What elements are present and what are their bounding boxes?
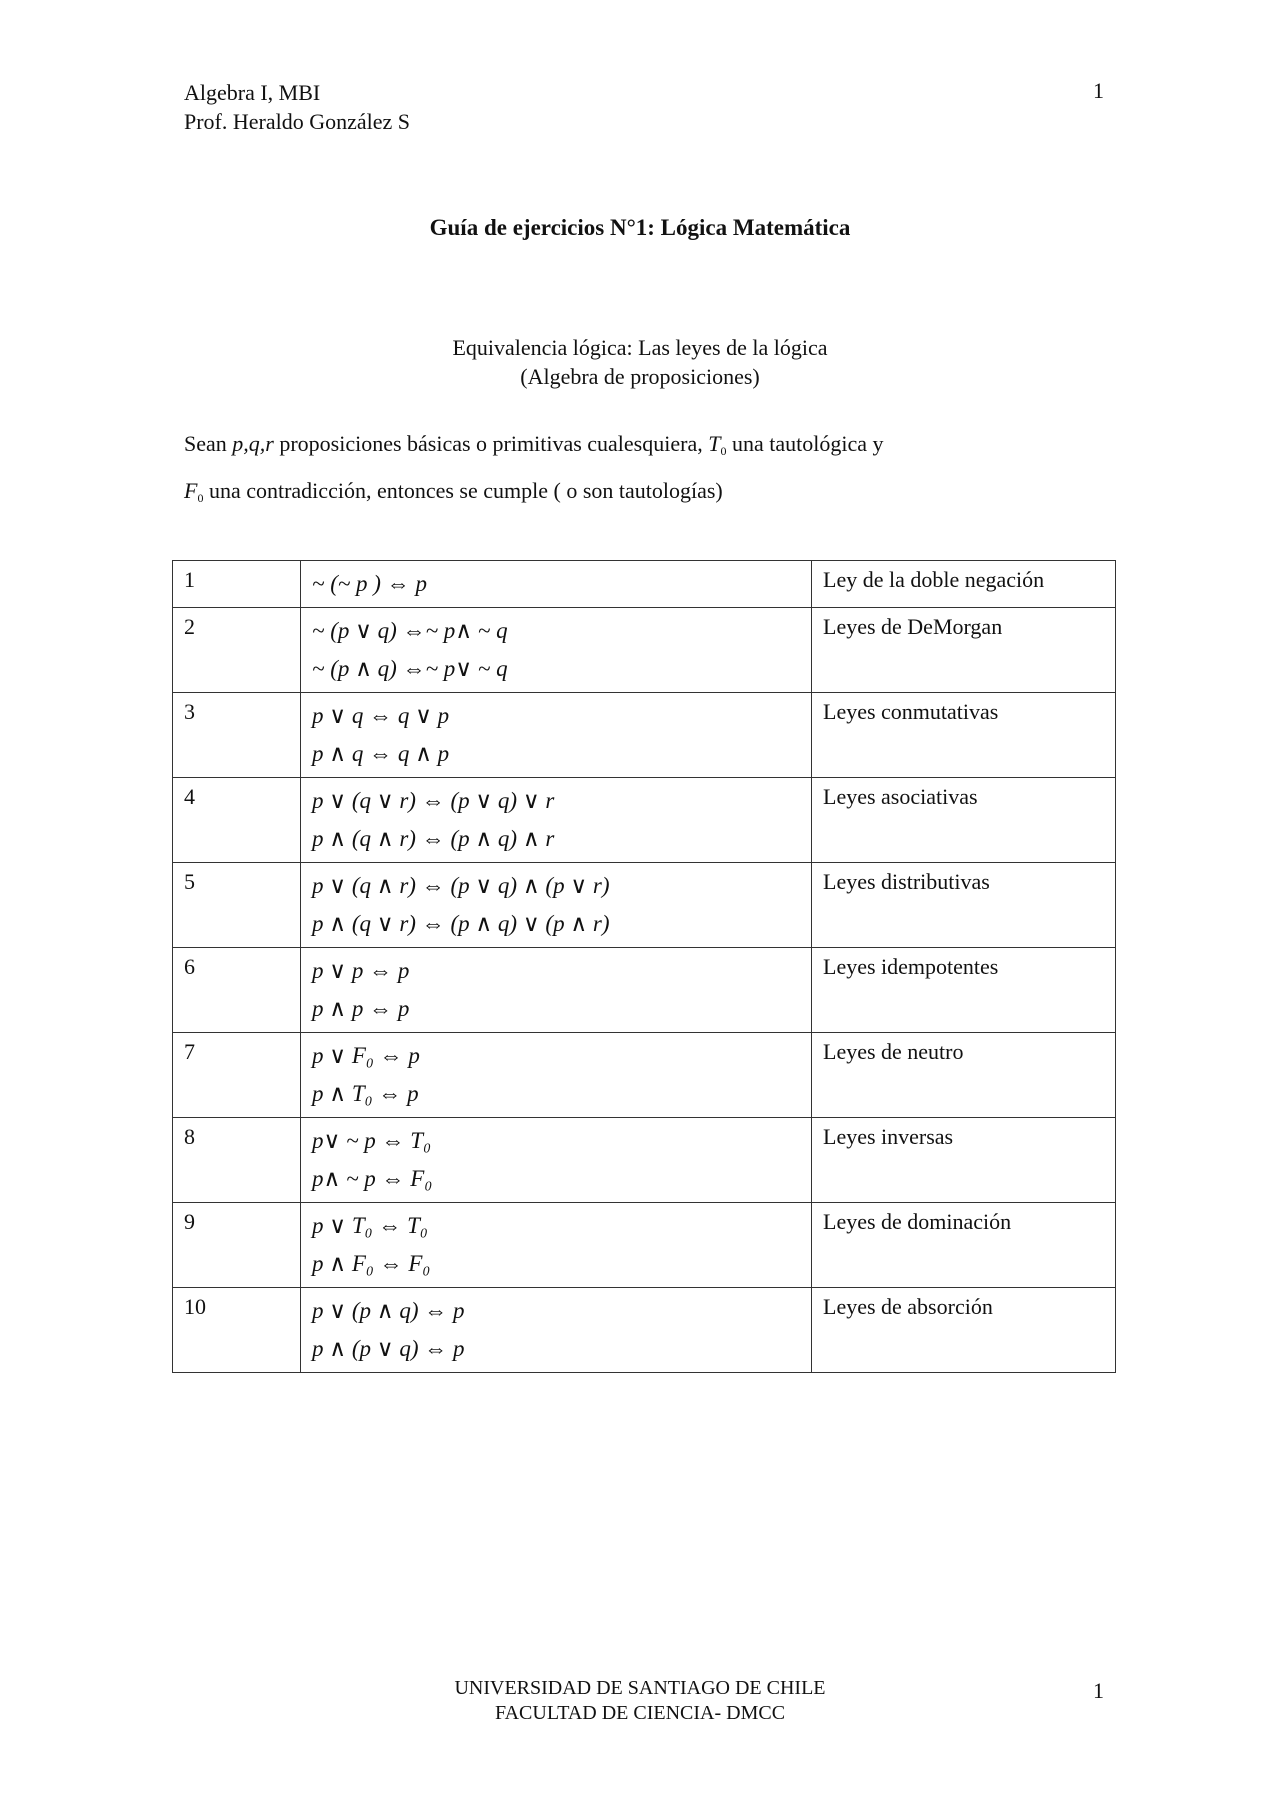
subtitle-line-1: Equivalencia lógica: Las leyes de la lógica [452,335,828,360]
law-formula: p ∨ q ⇔ q ∨ p [312,703,450,728]
law-name: Leyes de DeMorgan [812,608,1116,693]
logic-laws-table-body [173,561,1116,1373]
law-number: 2 [173,608,301,693]
law-formula: p ∧ (p ∨ q) ⇔ p [312,1336,465,1361]
law-name: Leyes inversas [812,1118,1116,1203]
tautology-symbol: T [708,431,721,456]
law-name: Leyes de dominación [812,1203,1116,1288]
law-formula: p ∨ (p ∧ q) ⇔ p [312,1298,465,1323]
tautology-subscript: 0 [720,444,727,458]
page-header [184,78,410,136]
law-name: Leyes de neutro [812,1033,1116,1118]
table-row [173,778,1116,863]
law-name: Leyes de absorción [812,1288,1116,1373]
intro-text-3: una tautológica y [726,431,884,456]
section-subtitle [0,333,1280,391]
page-title: Guía de ejercicios N°1: Lógica Matemática [429,215,851,240]
law-formula: ~ (p ∨ q) ⇔~ p∧ ~ q [312,618,508,643]
course-name: Algebra I, MBI [184,80,321,105]
table-row [173,863,1116,948]
law-formulas [301,1118,812,1203]
intro-text-1: Sean [184,431,233,456]
page-footer [0,1676,1280,1726]
law-formula: p∨ ~ p ⇔ T₀ [312,1128,432,1153]
intro-variables: p,q,r [232,431,274,456]
table-row [173,1033,1116,1118]
law-formulas [301,1288,812,1373]
table-row [173,693,1116,778]
law-name: Leyes idempotentes [812,948,1116,1033]
law-number: 9 [173,1203,301,1288]
law-formula: p ∧ F₀ ⇔ F₀ [312,1251,431,1276]
law-name: Leyes conmutativas [812,693,1116,778]
contradiction-subscript: 0 [197,491,204,505]
table-row [173,561,1116,608]
law-number: 10 [173,1288,301,1373]
law-number: 5 [173,863,301,948]
page-number-top: 1 [1093,78,1104,103]
law-formula: p ∧ p ⇔ p [312,996,410,1021]
table-row [173,608,1116,693]
law-formula: p ∧ (q ∨ r) ⇔ (p ∧ q) ∨ (p ∧ r) [312,911,610,936]
table-row [173,1203,1116,1288]
law-formulas [301,948,812,1033]
law-formulas [301,1033,812,1118]
professor-name: Prof. Heraldo González S [184,109,411,134]
law-number: 8 [173,1118,301,1203]
law-formula: p ∧ (q ∧ r) ⇔ (p ∧ q) ∧ r [312,826,555,851]
law-formula: p ∨ (q ∨ r) ⇔ (p ∨ q) ∨ r [312,788,555,813]
footer-university: UNIVERSIDAD DE SANTIAGO DE CHILE [454,1677,826,1699]
law-number: 3 [173,693,301,778]
table-row [173,1118,1116,1203]
table-row [173,948,1116,1033]
law-formulas [301,561,812,608]
law-formula: p ∨ p ⇔ p [312,958,410,983]
law-number: 6 [173,948,301,1033]
law-name: Leyes asociativas [812,778,1116,863]
law-formulas [301,778,812,863]
table-row [173,1288,1116,1373]
law-formulas [301,1203,812,1288]
law-formula: p ∨ T₀ ⇔ T₀ [312,1213,428,1238]
law-formula: ~ (p ∧ q) ⇔~ p∨ ~ q [312,656,508,681]
subtitle-line-2: (Algebra de proposiciones) [520,364,760,389]
intro-text-2: proposiciones básicas o primitivas cualesquiera, [273,431,709,456]
law-number: 4 [173,778,301,863]
contradiction-symbol: F [184,478,198,503]
law-formula: p ∨ F₀ ⇔ p [312,1043,420,1068]
law-number: 7 [173,1033,301,1118]
law-formulas [301,863,812,948]
footer-faculty: FACULTAD DE CIENCIA- DMCC [494,1702,786,1724]
page-number-bottom: 1 [1093,1678,1104,1703]
intro-paragraph [184,424,1104,518]
law-formula: p∧ ~ p ⇔ F₀ [312,1166,433,1191]
law-formulas [301,608,812,693]
law-formulas [301,693,812,778]
intro-text-4: una contradicción, entonces se cumple ( o son tautologías) [203,478,723,503]
law-formula: p ∨ (q ∧ r) ⇔ (p ∨ q) ∧ (p ∨ r) [312,873,610,898]
law-formula: p ∧ q ⇔ q ∧ p [312,741,450,766]
law-formula: ~ (~ p ) ⇔ p [312,571,427,596]
law-formula: p ∧ T₀ ⇔ p [312,1081,419,1106]
logic-laws-table [172,560,1116,1373]
law-name: Ley de la doble negación [812,561,1116,608]
law-number: 1 [173,561,301,608]
law-name: Leyes distributivas [812,863,1116,948]
